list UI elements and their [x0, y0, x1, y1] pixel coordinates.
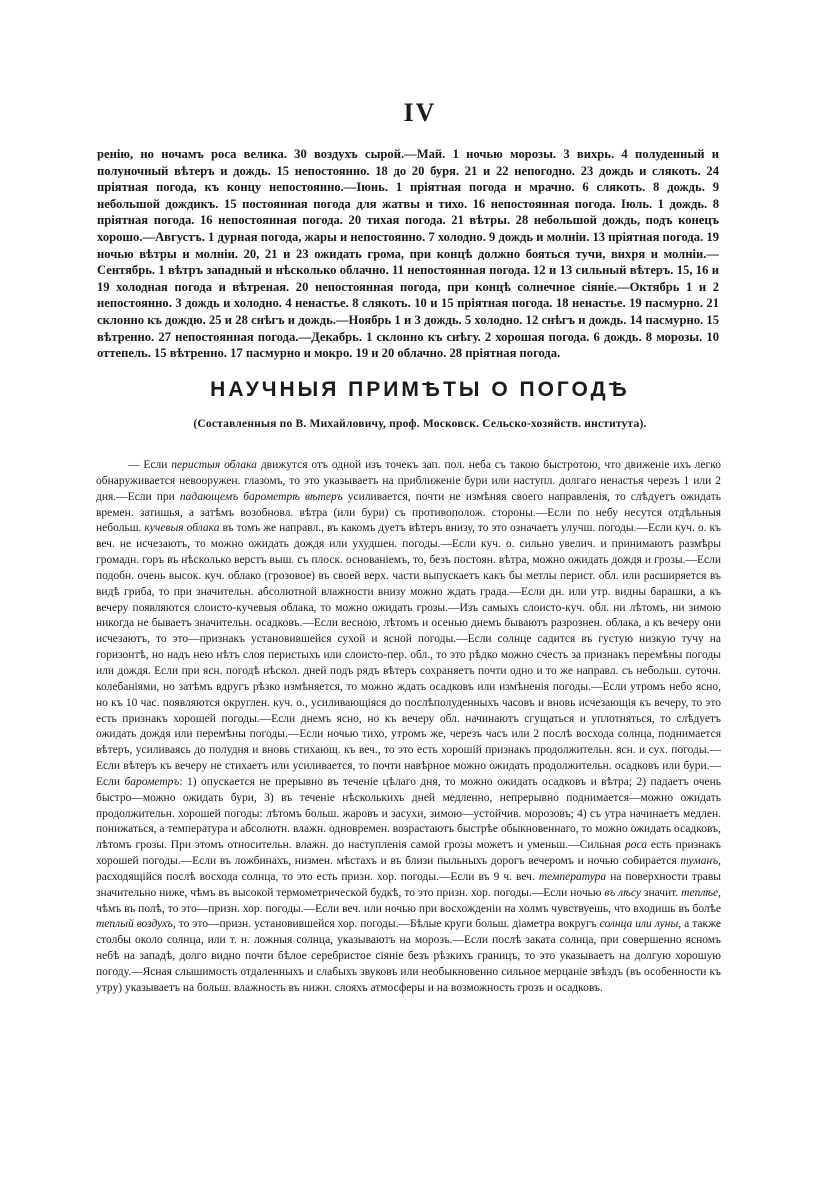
- weather-calendar: [97, 146, 719, 362]
- text-run: на поверхности травы значительно ниже, чѣмъ въ высокой термометрической будкѣ, то это призн. хор. погоды.—Если ночью: [96, 870, 721, 899]
- emphasis-term: падающемъ барометрѣ вѣтеръ: [179, 490, 343, 503]
- calendar-text: ренію, но ночамъ роса велика. 30 воздухъ сырой.—Май. 1 ночью морозы. 3 вихрь. 4 полуденный и полуночный вѣтеръ и дождь. 15 непостоянно. 18 до 20 буря. 21 и 22 непогодно. 23 дождь и слякоть. 24 пріятная погода, къ концу непостоянно.—Іюнь. 1 пріятная погода и мрачно. 6 слякоть. 8 дождь. 9 небольшой дождикъ. 15 постоянная погода для жатвы и тихо. 16 непостоянная погода. Іюль. 1 дождь. 8 пріятная погода. 16 непостоянная погода. 20 тихая погода. 21 вѣтры. 28 небольшой дождь, подъ конецъ хорошо.—Августъ. 1 дурная погода, жары и непостоянно. 7 холодно. 9 дождь и молніи. 13 пріятная погода. 19 ночью вѣтры и молніи. 20, 21 и 23 ожидать грома, при концѣ должно бояться тучи, вихря и молніи.—Сентябрь. 1 вѣтръ западный и нѣсколько облачно. 11 непостоянная погода. 12 и 13 сильный вѣтеръ. 15, 16 и 19 холодная погода и вѣтреная. 20 непостоянная погода, при концѣ солнечное сіяніе.—Октябрь 1 и 2 непостоянно. 3 дождь и холодно. 4 ненастье. 8 слякоть. 10 и 15 пріятная погода. 18 ненастье. 19 пасмурно. 21 склонно къ дождю. 25 и 28 снѣгъ и дождь.—Ноябрь 1 и 3 дождь. 5 холодно. 12 снѣгъ и дождь. 14 пасмурно. 15 вѣтренно. 27 непостоянная погода.—Декабрь. 1 склонно къ снѣгу. 2 хорошая погода. 6 дождь. 8 морозы. 10 оттепель. 15 вѣтренно. 17 пасмурно и мокро. 19 и 20 облачно. 28 пріятная погода.: [97, 147, 719, 361]
- page-number: IV: [403, 98, 437, 127]
- text-run: : 1) опускается не прерывно въ теченіе цѣлаго дня, то можно ожидать осадковъ и вѣтра; 2) падаетъ очень быстро—можно ожидать бури, 3) въ теченіе нѣсколькихъ дней медленно, непрерывно поднимается—можно ожидать продолжительн. хорошей погоды: лѣтомъ больш. жаровъ и засухи, зимою—устойчив. морозовъ; 4) съ утра начинаетъ медлен. понижаться, а температура и абсолютн. влажн. одновремен. возрастаютъ быстрѣе обыкновеннаго, то можно ожидать осадковъ, лѣтомъ грозы. При этомъ относительн. влажн. до наступленія самой грозы можетъ и уменьш.—Сильная: [96, 775, 721, 852]
- text-run: значит.: [640, 886, 682, 899]
- text-run: движутся отъ одной изъ точекъ зап. пол. неба съ такою быстротою, что движеніе ихъ легко обнаруживается невооружен. глазомъ, то это указываетъ на приближеніе бури или наступл. долгаго ненастья черезъ 1 или 2 дня.—Если при: [96, 459, 721, 503]
- emphasis-term: перистыя облака: [171, 459, 257, 471]
- section-title: НАУЧНЫЯ ПРИМѢТЫ О ПОГОДѢ: [210, 378, 630, 401]
- text-run: , чѣмъ въ полѣ, то это—призн. хор. погоды.—Если веч. или ночью при восхожденіи на холмъ чувствуешь, что входишь въ болѣе: [96, 886, 721, 915]
- emphasis-term: теплый воздухъ: [96, 918, 173, 931]
- text-run: , то это—призн. установившейся хор. погоды.—Бѣлые круги больш. діаметра вокругъ: [172, 918, 600, 931]
- emphasis-term: теплѣе: [681, 886, 719, 899]
- emphasis-term: въ лѣсу: [604, 886, 641, 899]
- emphasis-term: роса: [624, 839, 647, 852]
- emphasis-term: барометръ: [124, 775, 180, 788]
- text-run: есть признакъ хорошей погоды.—Если въ ложбинахъ, низмен. мѣстахъ и въ близи пыльныхъ дорогъ вечеромъ и ночью собирается: [96, 839, 721, 868]
- text-run: — Если: [128, 459, 172, 471]
- signs-paragraph: [96, 458, 721, 997]
- weather-signs-text: [96, 458, 721, 997]
- section-subtitle: (Составленныя по В. Михайловичу, проф. Московск. Сельско-хозяйств. института).: [193, 418, 647, 430]
- text-run: , а также столбы около солнца, или т. н. ложныя солнца, указываютъ на морозъ.—Если послѣ заката солнца, при совершенно ясномъ небѣ на западѣ, долго видно почти бѣлое серебристое сіяніе безъ рѣзкихъ границъ, то это указываетъ на долгую хорошую погоду.—Ясная слышимость отдаленныхъ и слабыхъ звуковъ или необыкновенно сильное мерцаніе звѣздъ (въ особенности къ утру) указываетъ на больш. влажность въ нижн. слояхъ атмосферы и на возможность грозъ и осадковъ.: [96, 918, 721, 994]
- emphasis-term: туманъ: [680, 855, 719, 868]
- text-run: , расходящійся послѣ восхода солнца, то это есть призн. хор. погоды.—Если въ 9 ч. веч.: [96, 855, 721, 883]
- text-run: усиливается, почти не измѣняя своего направленія, то слѣдуетъ ожидать времен. затишья, а затѣмъ возобновл. вѣтра (или бури) съ противополож. стороны.—Если по небу несутся отдѣльныя небольш.: [96, 490, 721, 535]
- emphasis-term: температура: [538, 870, 607, 883]
- emphasis-term: солнца или луны: [599, 918, 679, 931]
- text-run: въ томъ же направл., въ какомъ дуетъ вѣтеръ внизу, то это означаетъ улучш. погоды.—Если куч. о. къ веч. не исчезаютъ, то можно ожидать дождя или ухудшен. погоды.—Если куч. о. сильно увелич. и принимаютъ размѣры громадн. горъ въ нѣсколько верстъ выш. съ плоск. основаніемъ, то, безъ постоян. вѣтра, можно ожидать дождя и грозы.—Если подобн. очень высок. куч. облако (грозовое) въ своей верх. части выпускаетъ какъ бы метлы перист. обл. или расширяется въ видѣ гриба, то при значительн. абсолютной влажности внизу можно ждать града.—Если дн. или утр. видны барашки, а къ вечеру появляются слоисто-кучевыя облака, то можно ожидать грозы.—Изъ самыхъ слоисто-куч. обл. ни лѣтомъ, ни зимою никогда не бываетъ значительн. осадковъ.—Если весною, лѣтомъ и осенью днемъ бываютъ разрознен. облака, а къ вечеру они исчезаютъ, то это—признакъ установившейся сухой и ясной погоды.—Если солнце садится въ густую низкую тучу на горизонтѣ, но надъ нею нѣтъ слоя перистыхъ или слоисто-пер. обл., то это рѣдко можно счесть за признакъ перемѣны погоды или дождя. Если при ясн. погодѣ нѣскол. дней подъ рядъ вѣтеръ сохраняетъ почти одно и то же направл. съ небольш. суточн. колебаніями, но затѣмъ вдругъ рѣзко измѣняется, то можно ждать осадковъ или измѣненія погоды.—Если утромъ небо ясно, но къ 10 час. появляются округлен. куч. о., усиливающіяся до послѣполуденныхъ часовъ и вновь исчезающія къ вечеру, то это есть признакъ хорошей погоды.—Если днемъ ясно, но къ вечеру обл. начинаютъ сгущаться и уплотняться, то слѣдуетъ ожидать дождя или перемѣны погоды.—Если ночью тихо, утромъ же, черезъ часъ или 2 послѣ восхода солнца, поднимается вѣтеръ, усиливаясь до полудня и вновь стихающ. къ веч., то это есть хорошій признакъ продолжительн. ясн. и сух. погоды.—Если вѣтеръ къ вечеру не стихаетъ или усиливается, то почти навѣрное можно ожидать продолжительн. осадковъ или бури.—Если: [96, 522, 721, 788]
- emphasis-term: кучевыя облака: [144, 522, 220, 535]
